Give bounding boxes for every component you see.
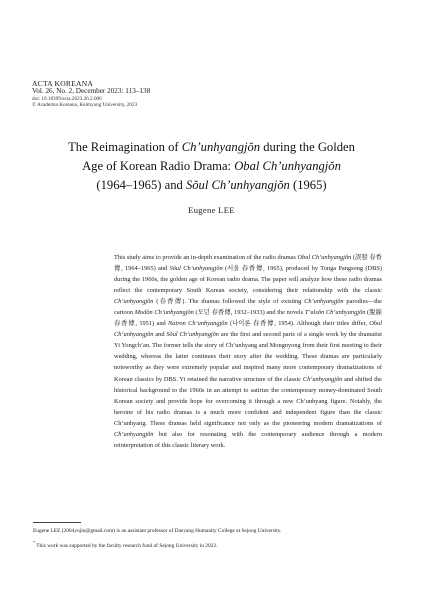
abstract-italic: Ch’unhyangjŏn: [114, 430, 154, 438]
abstract: [114, 252, 382, 451]
footnote-author: Eugene LEE (2004yujin@gmail.com) is an assistant professor of Daeyang Humanity College at Sejong University.: [33, 528, 282, 534]
abstract-italic: Nairon Ch’unhyangjŏn: [168, 320, 228, 328]
journal-issue: Vol. 26, No. 2, December 2023: 113–138: [32, 86, 151, 95]
journal-doi: doi: 10.18399/acta.2023.26.2.006: [32, 95, 102, 102]
title-text: during the Golden: [260, 140, 355, 154]
abstract-text: (春香傳). The dramas followed the style of existing: [153, 298, 305, 306]
abstract-text: parodies—the cartoon: [114, 298, 382, 317]
abstract-italic: T’alsŏn Ch’unhyangjŏn: [304, 309, 366, 317]
abstract-text: (나이론 春香傳, 1954). Although their titles differ,: [227, 320, 370, 328]
author-name: Eugene LEE: [188, 205, 235, 215]
footnotes: [33, 527, 393, 553]
abstract-text: (모던 春香傳, 1932–1933) and the novels: [193, 309, 305, 317]
abstract-italic: Obal Ch’unhyangjŏn: [297, 254, 352, 261]
title-text: (1965): [289, 178, 327, 192]
abstract-italic: Sŏul Ch’unhyangjŏn: [169, 265, 223, 273]
title-italic: Obal Ch’unhyangjŏn: [234, 159, 341, 173]
footnote-funding: [33, 539, 393, 550]
abstract-paragraph: [114, 252, 382, 451]
abstract-text: (脫線 春香傳, 1951) and: [114, 309, 383, 328]
abstract-italic: Ch’unhyangjŏn: [302, 375, 343, 383]
abstract-text: (誤發 春香傳, 1964–1965) and: [114, 254, 382, 273]
article-title: [30, 138, 393, 195]
journal-copyright: © Academia Koreana, Keimyung University, 2023: [32, 102, 138, 109]
footnote-marker: *: [33, 539, 35, 545]
abstract-italic: Ch’unhyangjŏn: [114, 298, 154, 306]
journal-header: [32, 80, 150, 109]
abstract-italic: Modŏn Ch’unhyangjŏn: [134, 309, 194, 317]
abstract-text: (서울 春香傳, 1965), produced by Tonga Pangsong (DBS) during the 1960s, the golden age of Korean radio drama. The paper will analyze how these radio dramas reflect the contemporary South Korean society, considering their relationship with the classic: [114, 265, 382, 295]
title-italic: Sŏul Ch’unhyangjŏn: [185, 178, 290, 192]
abstract-italic: Ch’unhyangjŏn: [304, 298, 344, 306]
title-italic: Ch’unhyangjŏn: [181, 140, 261, 154]
abstract-italic: Obal Ch’unhyangjŏn: [114, 320, 382, 339]
journal-name: ACTA KOREANA: [32, 79, 94, 88]
abstract-text: and shifted the historical background to the 1960s in an attempt to satirize the contemporary money-dominated South Korean society and provide hope for overcoming it through a new Ch’unhyang figure. Notably, the heroine of his radio dramas is a much more confident and independent figure than the classic Ch’unhyang. These dramas held significance not only as the pioneering modern dramatizations of: [114, 375, 382, 427]
title-text: Age of Korean Radio Drama:: [82, 159, 235, 173]
abstract-text: This study aims to provide an in-depth examination of the radio dramas: [114, 254, 298, 261]
footnote-funding-text: This work was supported by the faculty research fund of Sejong University in 2022.: [36, 542, 218, 549]
title-text: The Reimagination of: [68, 140, 182, 154]
abstract-text: and: [153, 331, 167, 339]
abstract-text: but also for resonating with the contemporary audience through a modern reinterpretation of this classic literary work.: [114, 430, 382, 449]
footnote-divider: [33, 522, 81, 523]
abstract-italic: Sŏul Ch’unhyangjŏn: [166, 331, 219, 339]
abstract-text: are the first and second parts of a single work by the dramatist Yi Yongch’an. The former tells the story of Ch’unhyang and Mongnyong from their first meeting to their wedding, whereas the latter continues their story after the wedding. These dramas are particularly noteworthy as they were extremely popular and inspired many more contemporary dramatizations of Korean classics by DBS. Yi retained the narrative structure of the classic: [114, 331, 382, 383]
title-text: (1964–1965) and: [96, 178, 186, 192]
